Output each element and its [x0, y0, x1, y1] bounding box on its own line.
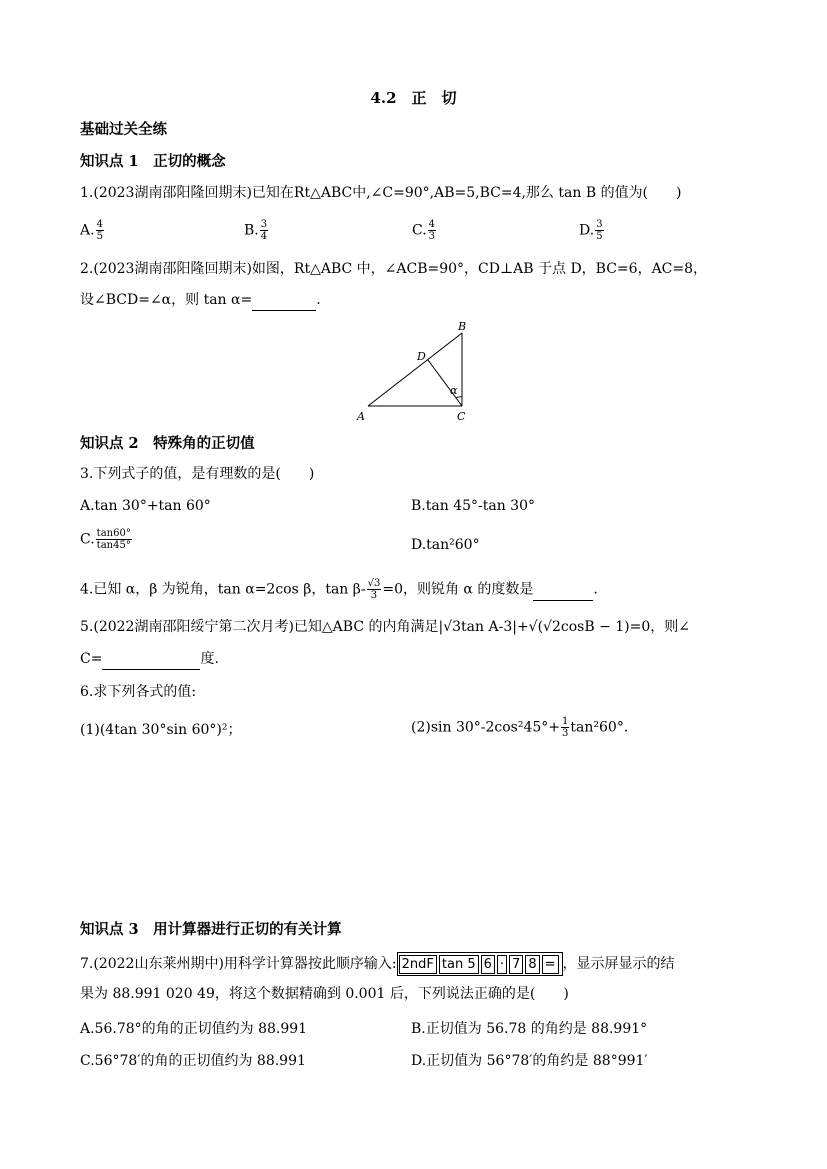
- q3-option-b: B.tan 45°-tan 30°: [411, 498, 535, 514]
- question-7-line-1: 7.(2022山东莱州期中)用科学计算器按此顺序输入: 2ndF tan 5 6 · 7 8 = ，显示屏显示的结: [80, 952, 675, 976]
- key-6: 6: [481, 955, 495, 974]
- label-b: B: [458, 320, 467, 333]
- q6-part-2: (2)sin 30°-2cos²45°+ $\frac{1}{3}$ tan²60°.: [411, 716, 629, 739]
- q3-option-a: A.tan 30°+tan 60°: [80, 498, 211, 514]
- label-alpha: α: [450, 384, 458, 397]
- q1-option-d: D. $\frac{3}{5}$: [579, 219, 603, 242]
- segment-cd: [428, 360, 462, 406]
- question-1: 1.(2023湖南邵阳隆回期末)已知在Rt△ABC中,∠C=90°,AB=5,BC=4,那么 tan B 的值为( ): [80, 185, 682, 201]
- q1-option-c: C. $\frac{4}{3}$: [412, 219, 436, 242]
- question-3: 3.下列式子的值，是有理数的是( ): [80, 466, 315, 482]
- key-tan-5: tan 5: [439, 955, 479, 974]
- label-c: C: [457, 410, 466, 423]
- label-d: D: [417, 350, 426, 363]
- key-equals: =: [542, 955, 559, 974]
- q6-part-1: (1)(4tan 30°sin 60°)²；: [80, 722, 242, 738]
- question-6: 6.求下列各式的值:: [80, 684, 197, 700]
- question-5-line-2: C= 度.: [80, 649, 219, 670]
- q7-option-b: B.正切值为 56.78 的角约是 88.991°: [411, 1021, 648, 1037]
- question-2-line-2: 设∠BCD=∠α，则 tan α= .: [80, 290, 321, 311]
- q7-option-c: C.56°78′的角的正切值约为 88.991: [80, 1053, 306, 1069]
- label-a: A: [357, 410, 365, 423]
- section-heading: 基础过关全练: [80, 121, 167, 138]
- knowledge-point-3: 知识点 3 用计算器进行正切的有关计算: [80, 921, 342, 938]
- knowledge-point-2: 知识点 2 特殊角的正切值: [80, 435, 255, 452]
- key-7: 7: [509, 955, 523, 974]
- key-2ndf: 2ndF: [399, 955, 437, 974]
- answer-blank[interactable]: [252, 290, 316, 311]
- page-title: 4.2 正 切: [370, 89, 457, 107]
- answer-blank[interactable]: [102, 649, 200, 670]
- question-7-line-2: 果为 88.991 020 49，将这个数据精确到 0.001 后，下列说法正确的是( ): [80, 986, 569, 1002]
- key-dot: ·: [497, 955, 507, 974]
- key-8: 8: [525, 955, 539, 974]
- q3-option-d: D.tan²60°: [411, 537, 480, 553]
- q7-option-d: D.正切值为 56°78′的角约是 88°991′: [411, 1053, 648, 1069]
- question-2-line-1: 2.(2023湖南邵阳隆回期末)如图，Rt△ABC 中，∠ACB=90°，CD⊥AB 于点 D，BC=6，AC=8，: [80, 261, 708, 277]
- knowledge-point-1: 知识点 1 正切的概念: [80, 153, 226, 170]
- q1-option-a: A. $\frac{4}{5}$: [80, 219, 103, 242]
- calculator-key-sequence: [397, 952, 563, 976]
- q7-option-a: A.56.78°的角的正切值约为 88.991: [80, 1021, 308, 1037]
- triangle-figure: [355, 318, 475, 426]
- q3-option-c: C. $\frac{\tan 60^\circ}{\tan 45^\circ}$: [80, 528, 131, 551]
- answer-blank[interactable]: [533, 580, 593, 601]
- question-5-line-1: 5.(2022湖南邵阳绥宁第二次月考)已知△ABC 的内角满足|√3tan A-3|+√(√2cosB − 1)=0，则∠: [80, 619, 690, 635]
- side-ab: [368, 333, 462, 406]
- question-4: 4.已知 α，β 为锐角，tan α=2cos β，tan β- $\frac{√3}{3}$ =0，则锐角 α 的度数是 .: [80, 578, 598, 601]
- q1-option-b: B. $\frac{3}{4}$: [244, 219, 268, 242]
